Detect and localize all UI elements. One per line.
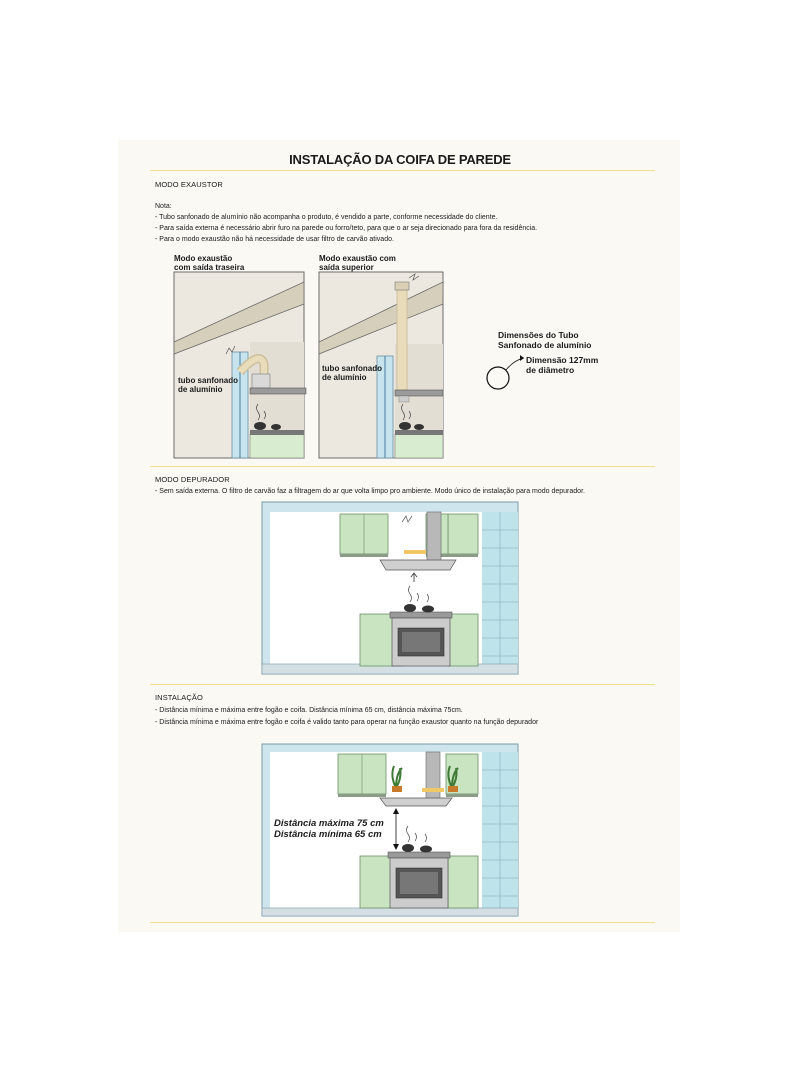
divider (150, 466, 655, 467)
fig1-pipe-label: tubo sanfonado de alumínio (178, 376, 238, 394)
instalacao-note-2: - Distância mínima e máxima entre fogão e coifa é valido tanto para operar na função exaustor quanto na função depurador (155, 719, 539, 726)
note-line-3: - Para o modo exaustão não há necessidade de usar filtro de carvão ativado. (155, 236, 394, 243)
fig1-title: Modo exaustão com saída traseira (174, 254, 245, 272)
divider (150, 684, 655, 685)
diameter-label: Dimensão 127mm de diâmetro (526, 355, 599, 375)
divider (150, 170, 655, 171)
page-title: INSTALAÇÃO DA COIFA DE PAREDE (289, 152, 511, 167)
fig2-title: Modo exaustão com saída superior (319, 254, 396, 272)
divider (150, 922, 655, 923)
note-line-2: - Para saída externa é necessário abrir furo na parede ou forro/teto, para que o ar seja direcionado para fora da residência. (155, 225, 538, 232)
fig1-drawing (174, 272, 304, 458)
distance-max-label: Distância máxima 75 cm (274, 818, 384, 829)
fig2-pipe-label: tubo sanfonado de alumínio (322, 364, 382, 382)
depurador-kitchen-drawing (262, 502, 518, 674)
dims-title: Dimensões do Tubo Sanfonado de alumínio (498, 330, 592, 350)
section-heading-exaustor: MODO EXAUSTOR (155, 180, 223, 189)
note-line-1: - Tubo sanfonado de alumínio não acompanha o produto, é vendido a parte, conforme necessidade do cliente. (155, 214, 498, 221)
section-heading-instalacao: INSTALAÇÃO (155, 693, 203, 702)
note-title: Nota: (155, 203, 172, 210)
section-heading-depurador: MODO DEPURADOR (155, 475, 230, 484)
distance-min-label: Distância mínima 65 cm (274, 829, 382, 840)
depurador-note: - Sem saída externa. O filtro de carvão faz a filtragem do ar que volta limpo pro ambiente. Modo único de instalação para modo depurador. (155, 488, 585, 495)
instalacao-note-1: - Distância mínima e máxima entre fogão e coifa. Distância mínima 65 cm, distância máxima 75cm. (155, 707, 463, 714)
